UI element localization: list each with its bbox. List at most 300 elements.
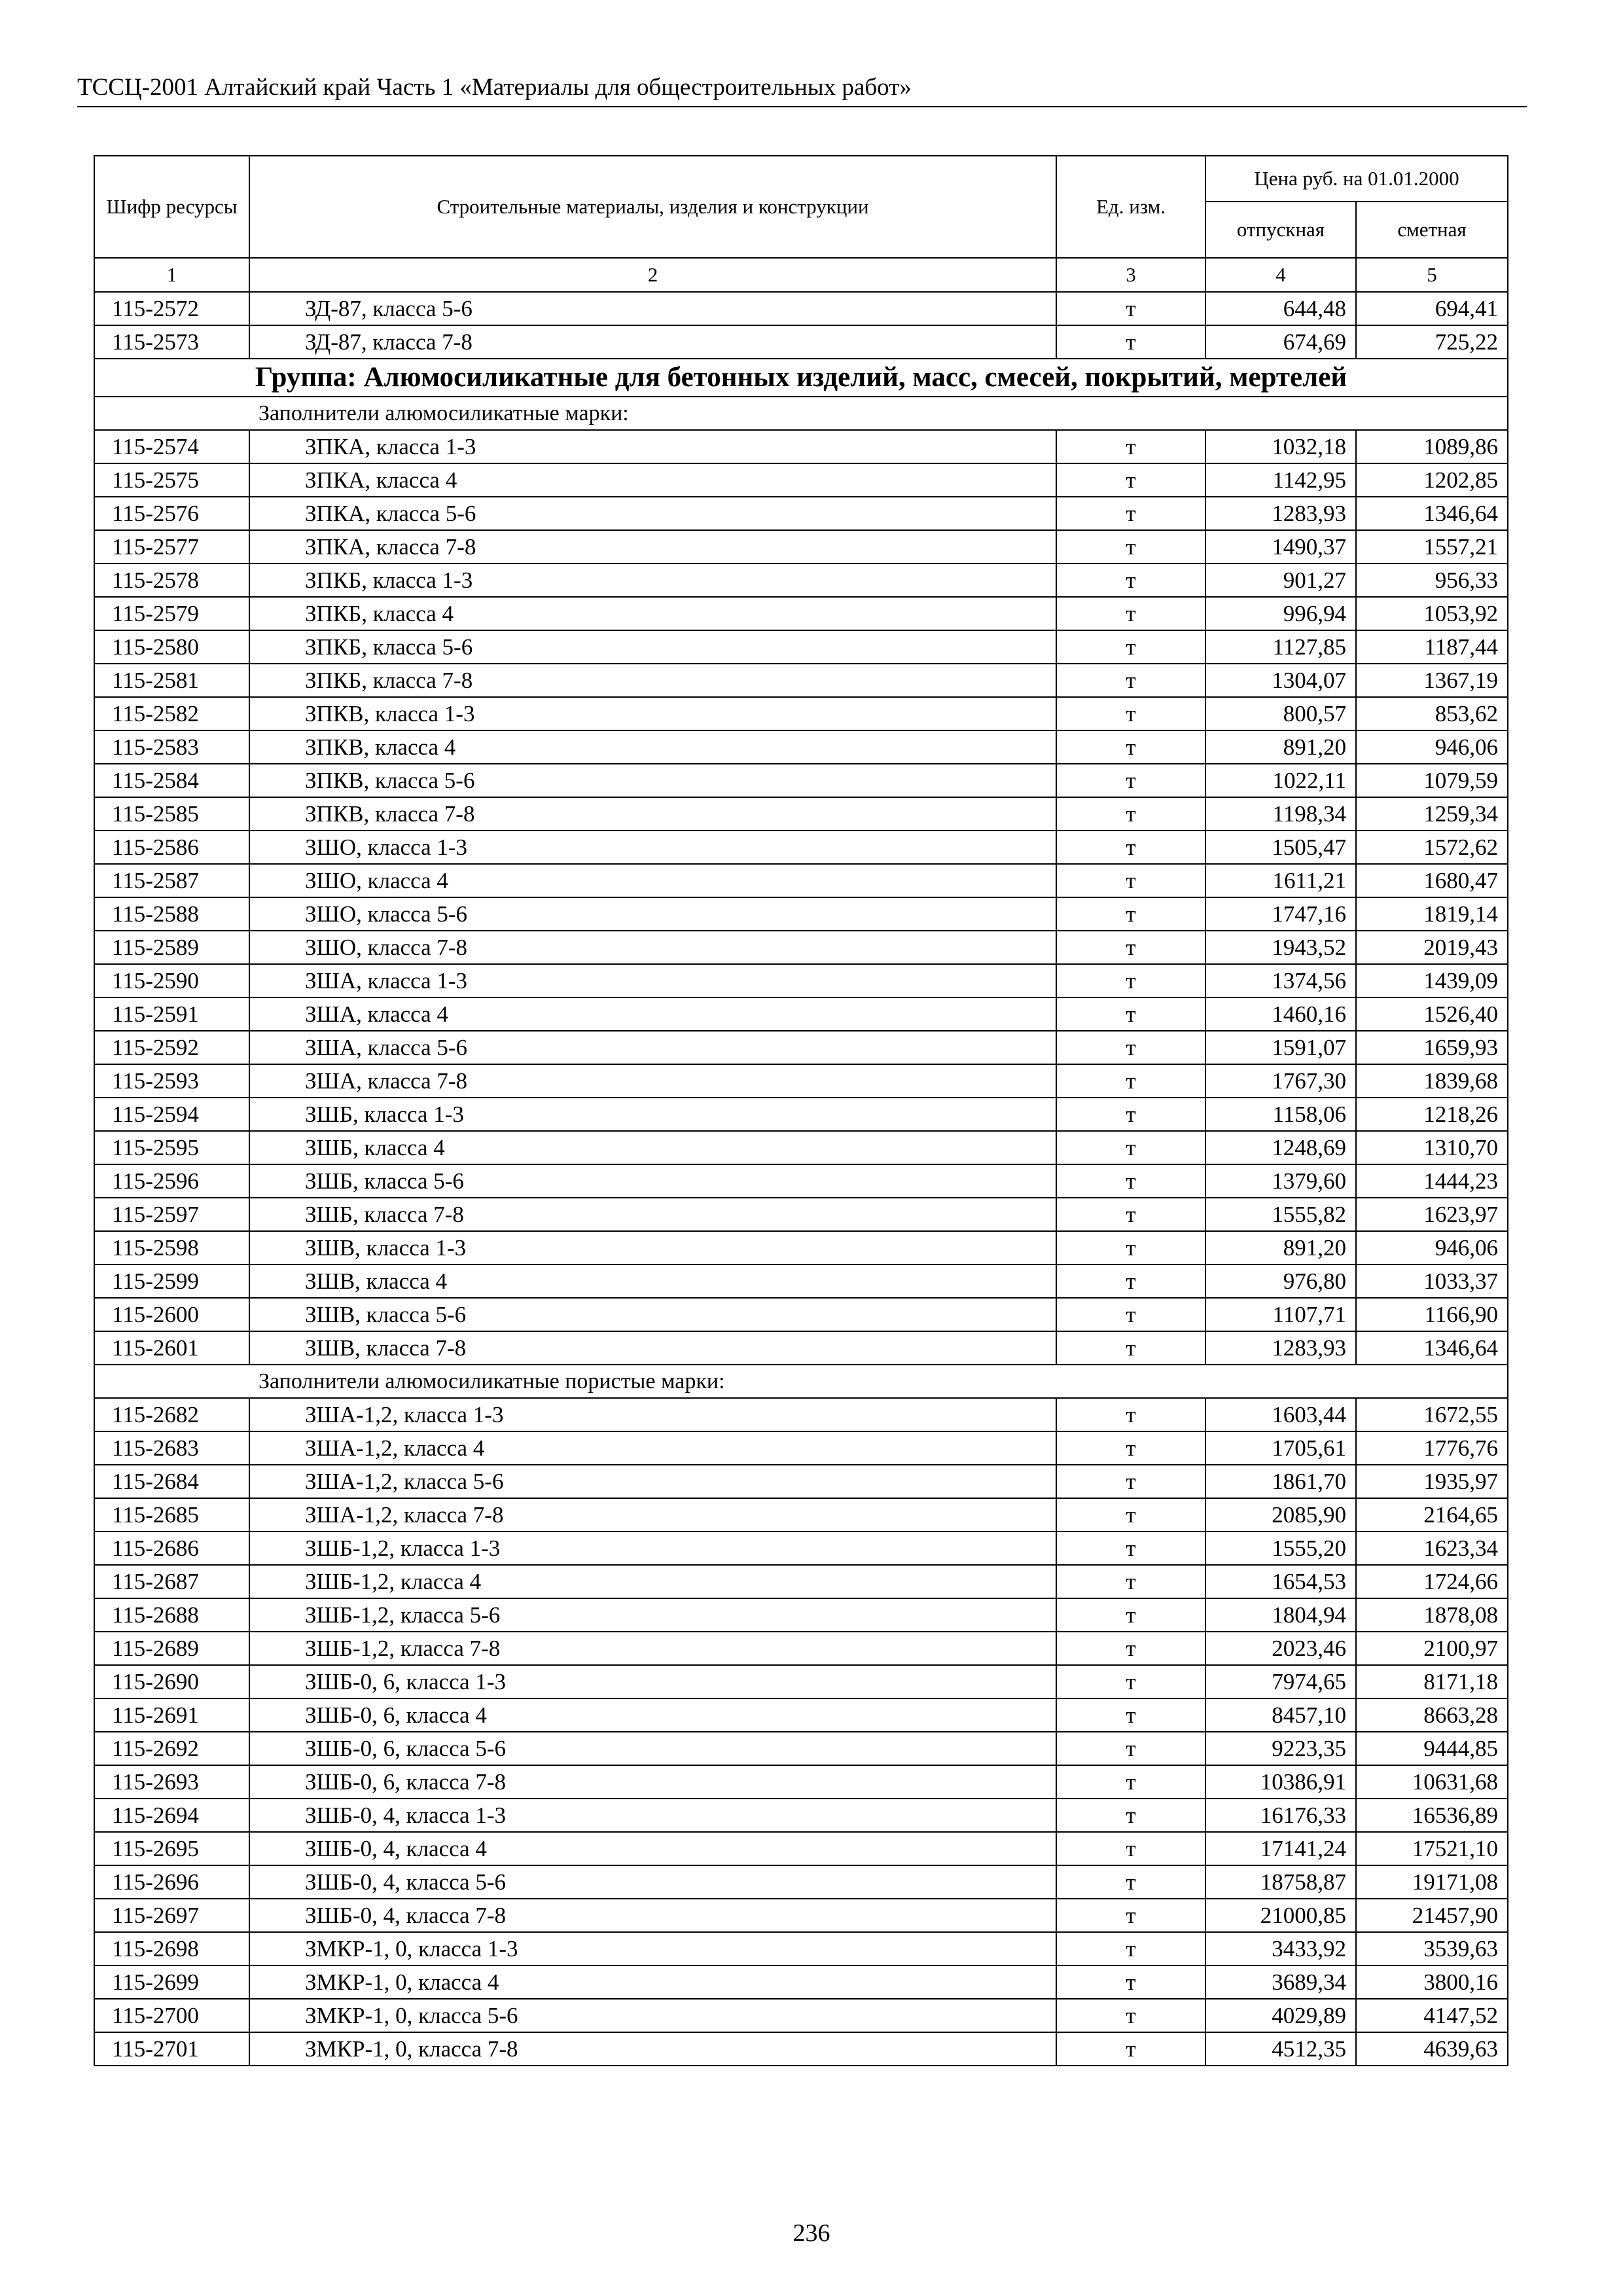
material-name: ЗШВ, класса 7-8 <box>249 1331 1056 1365</box>
material-name: ЗШБ-0, 4, класса 7-8 <box>249 1899 1056 1932</box>
resource-code: 115-2573 <box>94 325 249 359</box>
subgroup-heading-row <box>94 397 1508 430</box>
material-name: ЗША, класса 7-8 <box>249 1064 1056 1098</box>
estimate-price: 956,33 <box>1356 564 1508 597</box>
unit-cell: т <box>1056 463 1205 497</box>
wholesale-price: 1248,69 <box>1205 1131 1356 1164</box>
wholesale-price: 1861,70 <box>1205 1465 1356 1498</box>
wholesale-price: 1505,47 <box>1205 831 1356 864</box>
table-row <box>94 1932 1508 1965</box>
unit-cell: т <box>1056 1698 1205 1732</box>
resource-code: 115-2688 <box>94 1598 249 1632</box>
resource-code: 115-2698 <box>94 1932 249 1965</box>
table-row <box>94 1064 1508 1098</box>
resource-code: 115-2596 <box>94 1164 249 1198</box>
material-name: ЗШБ, класса 5-6 <box>249 1164 1056 1198</box>
table-row <box>94 1732 1508 1765</box>
unit-cell: т <box>1056 931 1205 964</box>
unit-cell: т <box>1056 1031 1205 1064</box>
material-name: ЗШБ, класса 7-8 <box>249 1198 1056 1231</box>
material-name: ЗША, класса 1-3 <box>249 964 1056 997</box>
wholesale-price: 1654,53 <box>1205 1565 1356 1598</box>
wholesale-price: 1379,60 <box>1205 1164 1356 1198</box>
unit-cell: т <box>1056 1765 1205 1799</box>
wholesale-price: 1304,07 <box>1205 664 1356 697</box>
estimate-price: 21457,90 <box>1356 1899 1508 1932</box>
column-number: 4 <box>1205 258 1356 292</box>
resource-code: 115-2699 <box>94 1965 249 1999</box>
resource-code: 115-2582 <box>94 697 249 730</box>
wholesale-price: 16176,33 <box>1205 1799 1356 1832</box>
subgroup-heading: Заполнители алюмосиликатные пористые марки: <box>94 1365 1508 1398</box>
resource-code: 115-2696 <box>94 1865 249 1899</box>
unit-cell: т <box>1056 1865 1205 1899</box>
header-wholesale: отпускная <box>1205 202 1356 258</box>
estimate-price: 8171,18 <box>1356 1665 1508 1698</box>
material-name: ЗШБ-0, 4, класса 1-3 <box>249 1799 1056 1832</box>
wholesale-price: 644,48 <box>1205 292 1356 325</box>
estimate-price: 1680,47 <box>1356 864 1508 897</box>
estimate-price: 1623,34 <box>1356 1532 1508 1565</box>
estimate-price: 3539,63 <box>1356 1932 1508 1965</box>
resource-code: 115-2683 <box>94 1431 249 1465</box>
resource-code: 115-2594 <box>94 1098 249 1131</box>
estimate-price: 1935,97 <box>1356 1465 1508 1498</box>
wholesale-price: 17141,24 <box>1205 1832 1356 1865</box>
resource-code: 115-2576 <box>94 497 249 530</box>
resource-code: 115-2692 <box>94 1732 249 1765</box>
resource-code: 115-2695 <box>94 1832 249 1865</box>
estimate-price: 1089,86 <box>1356 430 1508 463</box>
unit-cell: т <box>1056 1131 1205 1164</box>
wholesale-price: 1611,21 <box>1205 864 1356 897</box>
table-row <box>94 497 1508 530</box>
material-name: ЗПКВ, класса 1-3 <box>249 697 1056 730</box>
unit-cell: т <box>1056 1331 1205 1365</box>
table-row <box>94 1164 1508 1198</box>
wholesale-price: 1767,30 <box>1205 1064 1356 1098</box>
resource-code: 115-2697 <box>94 1899 249 1932</box>
table-header <box>94 156 1508 292</box>
resource-code: 115-2574 <box>94 430 249 463</box>
table-row <box>94 325 1508 359</box>
estimate-price: 1819,14 <box>1356 897 1508 931</box>
running-header: ТССЦ-2001 Алтайский край Часть 1 «Материалы для общестроительных работ» <box>77 73 1527 107</box>
material-name: ЗШБ-0, 4, класса 5-6 <box>249 1865 1056 1899</box>
wholesale-price: 18758,87 <box>1205 1865 1356 1899</box>
table-row <box>94 1832 1508 1865</box>
material-name: ЗШБ-1,2, класса 5-6 <box>249 1598 1056 1632</box>
resource-code: 115-2580 <box>94 630 249 664</box>
estimate-price: 1557,21 <box>1356 530 1508 564</box>
estimate-price: 1346,64 <box>1356 1331 1508 1365</box>
estimate-price: 853,62 <box>1356 697 1508 730</box>
wholesale-price: 1022,11 <box>1205 764 1356 797</box>
resource-code: 115-2691 <box>94 1698 249 1732</box>
resource-code: 115-2684 <box>94 1465 249 1498</box>
wholesale-price: 7974,65 <box>1205 1665 1356 1698</box>
wholesale-price: 2023,46 <box>1205 1632 1356 1665</box>
table-body <box>94 292 1508 2066</box>
unit-cell: т <box>1056 1465 1205 1498</box>
unit-cell: т <box>1056 964 1205 997</box>
table-row <box>94 897 1508 931</box>
wholesale-price: 1943,52 <box>1205 931 1356 964</box>
table-row <box>94 1498 1508 1532</box>
unit-cell: т <box>1056 1565 1205 1598</box>
resource-code: 115-2591 <box>94 997 249 1031</box>
column-number: 1 <box>94 258 249 292</box>
table-row <box>94 1231 1508 1265</box>
material-name: ЗПКБ, класса 5-6 <box>249 630 1056 664</box>
material-name: ЗШБ-1,2, класса 7-8 <box>249 1632 1056 1665</box>
resource-code: 115-2701 <box>94 2032 249 2066</box>
group-heading-row <box>94 359 1508 397</box>
wholesale-price: 1804,94 <box>1205 1598 1356 1632</box>
table-row <box>94 1565 1508 1598</box>
material-name: ЗМКР-1, 0, класса 5-6 <box>249 1999 1056 2032</box>
estimate-price: 1623,97 <box>1356 1198 1508 1231</box>
table-row <box>94 530 1508 564</box>
wholesale-price: 1198,34 <box>1205 797 1356 831</box>
resource-code: 115-2693 <box>94 1765 249 1799</box>
unit-cell: т <box>1056 1098 1205 1131</box>
resource-code: 115-2598 <box>94 1231 249 1265</box>
wholesale-price: 1705,61 <box>1205 1431 1356 1465</box>
table-row <box>94 1131 1508 1164</box>
header-price-group: Цена руб. на 01.01.2000 <box>1205 156 1508 202</box>
estimate-price: 16536,89 <box>1356 1799 1508 1832</box>
material-name: ЗПКВ, класса 4 <box>249 730 1056 764</box>
estimate-price: 1572,62 <box>1356 831 1508 864</box>
estimate-price: 19171,08 <box>1356 1865 1508 1899</box>
wholesale-price: 3433,92 <box>1205 1932 1356 1965</box>
table-row <box>94 1031 1508 1064</box>
unit-cell: т <box>1056 597 1205 630</box>
material-name: ЗМКР-1, 0, класса 1-3 <box>249 1932 1056 1965</box>
unit-cell: т <box>1056 292 1205 325</box>
resource-code: 115-2589 <box>94 931 249 964</box>
wholesale-price: 3689,34 <box>1205 1965 1356 1999</box>
estimate-price: 1346,64 <box>1356 497 1508 530</box>
wholesale-price: 8457,10 <box>1205 1698 1356 1732</box>
material-name: ЗД-87, класса 5-6 <box>249 292 1056 325</box>
table-row <box>94 1198 1508 1231</box>
wholesale-price: 4029,89 <box>1205 1999 1356 2032</box>
wholesale-price: 1127,85 <box>1205 630 1356 664</box>
table-row <box>94 463 1508 497</box>
header-code: Шифр ресурсы <box>94 156 249 258</box>
material-name: ЗПКБ, класса 4 <box>249 597 1056 630</box>
resource-code: 115-2585 <box>94 797 249 831</box>
material-name: ЗША-1,2, класса 7-8 <box>249 1498 1056 1532</box>
table-row <box>94 1431 1508 1465</box>
unit-cell: т <box>1056 1164 1205 1198</box>
unit-cell: т <box>1056 630 1205 664</box>
table-row <box>94 292 1508 325</box>
unit-cell: т <box>1056 1198 1205 1231</box>
resource-code: 115-2572 <box>94 292 249 325</box>
estimate-price: 4639,63 <box>1356 2032 1508 2066</box>
subgroup-heading: Заполнители алюмосиликатные марки: <box>94 397 1508 430</box>
wholesale-price: 1591,07 <box>1205 1031 1356 1064</box>
wholesale-price: 1490,37 <box>1205 530 1356 564</box>
subgroup-heading-row <box>94 1365 1508 1398</box>
unit-cell: т <box>1056 730 1205 764</box>
table-row <box>94 1665 1508 1698</box>
unit-cell: т <box>1056 764 1205 797</box>
table-row <box>94 1799 1508 1832</box>
estimate-price: 1218,26 <box>1356 1098 1508 1131</box>
group-heading: Группа: Алюмосиликатные для бетонных изделий, масс, смесей, покрытий, мертелей <box>94 359 1508 397</box>
estimate-price: 1053,92 <box>1356 597 1508 630</box>
wholesale-price: 1283,93 <box>1205 497 1356 530</box>
wholesale-price: 976,80 <box>1205 1265 1356 1298</box>
resource-code: 115-2588 <box>94 897 249 931</box>
table-row <box>94 1265 1508 1298</box>
estimate-price: 10631,68 <box>1356 1765 1508 1799</box>
resource-code: 115-2592 <box>94 1031 249 1064</box>
wholesale-price: 1107,71 <box>1205 1298 1356 1331</box>
resource-code: 115-2600 <box>94 1298 249 1331</box>
table-row <box>94 1865 1508 1899</box>
estimate-price: 2164,65 <box>1356 1498 1508 1532</box>
resource-code: 115-2590 <box>94 964 249 997</box>
material-name: ЗД-87, класса 7-8 <box>249 325 1056 359</box>
estimate-price: 946,06 <box>1356 1231 1508 1265</box>
wholesale-price: 21000,85 <box>1205 1899 1356 1932</box>
table-row <box>94 597 1508 630</box>
unit-cell: т <box>1056 1265 1205 1298</box>
material-name: ЗШБ-1,2, класса 4 <box>249 1565 1056 1598</box>
resource-code: 115-2595 <box>94 1131 249 1164</box>
material-name: ЗПКА, класса 5-6 <box>249 497 1056 530</box>
material-name: ЗША-1,2, класса 1-3 <box>249 1398 1056 1431</box>
estimate-price: 1310,70 <box>1356 1131 1508 1164</box>
table-row <box>94 831 1508 864</box>
material-name: ЗШБ-0, 6, класса 4 <box>249 1698 1056 1732</box>
table-row <box>94 1298 1508 1331</box>
resource-code: 115-2579 <box>94 597 249 630</box>
estimate-price: 1672,55 <box>1356 1398 1508 1431</box>
material-name: ЗШБ-0, 6, класса 1-3 <box>249 1665 1056 1698</box>
unit-cell: т <box>1056 430 1205 463</box>
table-row <box>94 764 1508 797</box>
material-name: ЗПКА, класса 4 <box>249 463 1056 497</box>
table-row <box>94 1532 1508 1565</box>
material-name: ЗШБ-1,2, класса 1-3 <box>249 1532 1056 1565</box>
resource-code: 115-2685 <box>94 1498 249 1532</box>
unit-cell: т <box>1056 1899 1205 1932</box>
resource-code: 115-2686 <box>94 1532 249 1565</box>
column-number: 3 <box>1056 258 1205 292</box>
wholesale-price: 9223,35 <box>1205 1732 1356 1765</box>
estimate-price: 9444,85 <box>1356 1732 1508 1765</box>
wholesale-price: 1142,95 <box>1205 463 1356 497</box>
unit-cell: т <box>1056 1665 1205 1698</box>
estimate-price: 2019,43 <box>1356 931 1508 964</box>
estimate-price: 1166,90 <box>1356 1298 1508 1331</box>
estimate-price: 1079,59 <box>1356 764 1508 797</box>
material-name: ЗШО, класса 1-3 <box>249 831 1056 864</box>
table-row <box>94 1465 1508 1498</box>
unit-cell: т <box>1056 1231 1205 1265</box>
material-name: ЗПКБ, класса 7-8 <box>249 664 1056 697</box>
resource-code: 115-2687 <box>94 1565 249 1598</box>
unit-cell: т <box>1056 1598 1205 1632</box>
estimate-price: 725,22 <box>1356 325 1508 359</box>
wholesale-price: 2085,90 <box>1205 1498 1356 1532</box>
table-row <box>94 1398 1508 1431</box>
estimate-price: 694,41 <box>1356 292 1508 325</box>
estimate-price: 946,06 <box>1356 730 1508 764</box>
table-row <box>94 1698 1508 1732</box>
resource-code: 115-2593 <box>94 1064 249 1098</box>
unit-cell: т <box>1056 1732 1205 1765</box>
wholesale-price: 800,57 <box>1205 697 1356 730</box>
unit-cell: т <box>1056 497 1205 530</box>
unit-cell: т <box>1056 1398 1205 1431</box>
material-name: ЗШБ-0, 4, класса 4 <box>249 1832 1056 1865</box>
resource-code: 115-2577 <box>94 530 249 564</box>
wholesale-price: 891,20 <box>1205 1231 1356 1265</box>
unit-cell: т <box>1056 325 1205 359</box>
unit-cell: т <box>1056 1932 1205 1965</box>
unit-cell: т <box>1056 530 1205 564</box>
wholesale-price: 891,20 <box>1205 730 1356 764</box>
estimate-price: 1439,09 <box>1356 964 1508 997</box>
wholesale-price: 1283,93 <box>1205 1331 1356 1365</box>
table-row <box>94 997 1508 1031</box>
unit-cell: т <box>1056 1965 1205 1999</box>
estimate-price: 1202,85 <box>1356 463 1508 497</box>
material-name: ЗПКА, класса 7-8 <box>249 530 1056 564</box>
wholesale-price: 901,27 <box>1205 564 1356 597</box>
material-name: ЗМКР-1, 0, класса 7-8 <box>249 2032 1056 2066</box>
table-row <box>94 964 1508 997</box>
header-unit: Ед. изм. <box>1056 156 1205 258</box>
wholesale-price: 1460,16 <box>1205 997 1356 1031</box>
table-row <box>94 864 1508 897</box>
table-row <box>94 430 1508 463</box>
unit-cell: т <box>1056 1431 1205 1465</box>
material-name: ЗШО, класса 5-6 <box>249 897 1056 931</box>
table-row <box>94 697 1508 730</box>
table-row <box>94 1999 1508 2032</box>
unit-cell: т <box>1056 1632 1205 1665</box>
material-name: ЗШВ, класса 1-3 <box>249 1231 1056 1265</box>
unit-cell: т <box>1056 864 1205 897</box>
material-name: ЗПКБ, класса 1-3 <box>249 564 1056 597</box>
estimate-price: 1659,93 <box>1356 1031 1508 1064</box>
unit-cell: т <box>1056 1999 1205 2032</box>
wholesale-price: 1747,16 <box>1205 897 1356 931</box>
unit-cell: т <box>1056 897 1205 931</box>
unit-cell: т <box>1056 697 1205 730</box>
column-number: 5 <box>1356 258 1508 292</box>
table-row <box>94 1765 1508 1799</box>
resource-code: 115-2584 <box>94 764 249 797</box>
table-row <box>94 664 1508 697</box>
wholesale-price: 1555,82 <box>1205 1198 1356 1231</box>
wholesale-price: 1374,56 <box>1205 964 1356 997</box>
estimate-price: 1367,19 <box>1356 664 1508 697</box>
resource-code: 115-2689 <box>94 1632 249 1665</box>
table-row <box>94 730 1508 764</box>
unit-cell: т <box>1056 997 1205 1031</box>
table-row <box>94 564 1508 597</box>
table-row <box>94 1331 1508 1365</box>
material-name: ЗШБ-0, 6, класса 7-8 <box>249 1765 1056 1799</box>
resource-code: 115-2694 <box>94 1799 249 1832</box>
resource-code: 115-2583 <box>94 730 249 764</box>
table-row <box>94 2032 1508 2066</box>
table-row <box>94 1899 1508 1932</box>
material-name: ЗПКА, класса 1-3 <box>249 430 1056 463</box>
header-estimate: сметная <box>1356 202 1508 258</box>
material-name: ЗША-1,2, класса 4 <box>249 1431 1056 1465</box>
estimate-price: 4147,52 <box>1356 1999 1508 2032</box>
estimate-price: 1724,66 <box>1356 1565 1508 1598</box>
resource-code: 115-2587 <box>94 864 249 897</box>
column-number: 2 <box>249 258 1056 292</box>
estimate-price: 1776,76 <box>1356 1431 1508 1465</box>
resource-code: 115-2601 <box>94 1331 249 1365</box>
unit-cell: т <box>1056 1799 1205 1832</box>
unit-cell: т <box>1056 831 1205 864</box>
unit-cell: т <box>1056 1298 1205 1331</box>
table-row <box>94 1632 1508 1665</box>
resource-code: 115-2700 <box>94 1999 249 2032</box>
resource-code: 115-2575 <box>94 463 249 497</box>
wholesale-price: 1555,20 <box>1205 1532 1356 1565</box>
wholesale-price: 1158,06 <box>1205 1098 1356 1131</box>
unit-cell: т <box>1056 1532 1205 1565</box>
unit-cell: т <box>1056 1832 1205 1865</box>
table-row <box>94 1598 1508 1632</box>
page-number: 236 <box>793 2219 830 2247</box>
estimate-price: 1033,37 <box>1356 1265 1508 1298</box>
material-name: ЗША-1,2, класса 5-6 <box>249 1465 1056 1498</box>
wholesale-price: 4512,35 <box>1205 2032 1356 2066</box>
resource-code: 115-2682 <box>94 1398 249 1431</box>
wholesale-price: 674,69 <box>1205 325 1356 359</box>
material-name: ЗМКР-1, 0, класса 4 <box>249 1965 1056 1999</box>
wholesale-price: 10386,91 <box>1205 1765 1356 1799</box>
estimate-price: 2100,97 <box>1356 1632 1508 1665</box>
material-name: ЗШБ, класса 1-3 <box>249 1098 1056 1131</box>
material-name: ЗША, класса 5-6 <box>249 1031 1056 1064</box>
resource-code: 115-2690 <box>94 1665 249 1698</box>
estimate-price: 1444,23 <box>1356 1164 1508 1198</box>
table-row <box>94 931 1508 964</box>
material-name: ЗША, класса 4 <box>249 997 1056 1031</box>
resource-code: 115-2578 <box>94 564 249 597</box>
unit-cell: т <box>1056 564 1205 597</box>
estimate-price: 1878,08 <box>1356 1598 1508 1632</box>
unit-cell: т <box>1056 1498 1205 1532</box>
estimate-price: 1259,34 <box>1356 797 1508 831</box>
unit-cell: т <box>1056 2032 1205 2066</box>
estimate-price: 8663,28 <box>1356 1698 1508 1732</box>
unit-cell: т <box>1056 664 1205 697</box>
table-row <box>94 1965 1508 1999</box>
resource-code: 115-2586 <box>94 831 249 864</box>
material-name: ЗШО, класса 4 <box>249 864 1056 897</box>
material-name: ЗПКВ, класса 5-6 <box>249 764 1056 797</box>
estimate-price: 17521,10 <box>1356 1832 1508 1865</box>
material-name: ЗШБ, класса 4 <box>249 1131 1056 1164</box>
